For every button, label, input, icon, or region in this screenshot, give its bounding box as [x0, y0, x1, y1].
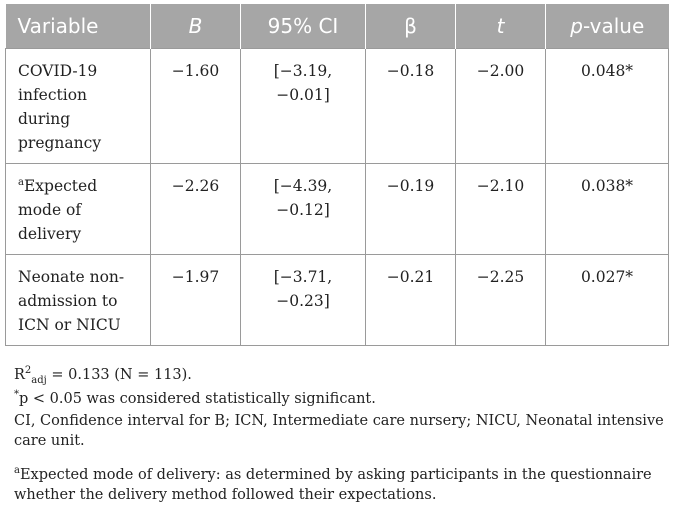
cell-beta: −0.19 [366, 164, 456, 255]
a-sup: a [14, 465, 20, 477]
table-header [6, 4, 669, 49]
table-row [6, 255, 669, 346]
sig-sup: * [14, 389, 19, 401]
cell-b: −1.60 [151, 49, 241, 164]
header-p-suffix: -value [582, 14, 645, 38]
regression-table-container [5, 4, 668, 346]
table-row [6, 164, 669, 255]
footnote-significance [14, 389, 376, 409]
header-t: t [456, 4, 546, 49]
variable-label: COVID-19 infection during pregnancy [18, 62, 102, 152]
cell-beta: −0.21 [366, 255, 456, 346]
cell-b: −1.97 [151, 255, 241, 346]
header-ci: 95% CI [241, 4, 366, 49]
header-p-prefix: p [570, 14, 583, 38]
cell-variable [6, 164, 151, 255]
footnote-abbreviations: CI, Confidence interval for B; ICN, Intermediate care nursery; NICU, Neonatal intensive care unit. [14, 413, 664, 449]
cell-t: −2.10 [456, 164, 546, 255]
regression-table [5, 4, 669, 346]
cell-variable [6, 255, 151, 346]
variable-label: Neonate non-admission to ICN or NICU [18, 268, 125, 334]
cell-ci: [−3.71, −0.23] [241, 255, 366, 346]
header-p-value [546, 4, 669, 49]
cell-b: −2.26 [151, 164, 241, 255]
table-row [6, 49, 669, 164]
cell-t: −2.25 [456, 255, 546, 346]
r2-text: = 0.133 (N = 113). [46, 367, 192, 383]
footnote-r2 [14, 365, 192, 385]
sig-text: p < 0.05 was considered statistically significant. [19, 391, 376, 407]
variable-superscript: a [18, 176, 24, 188]
header-beta: β [366, 4, 456, 49]
r2-base: R [14, 367, 25, 383]
cell-beta: −0.18 [366, 49, 456, 164]
cell-p: 0.048* [546, 49, 669, 164]
cell-ci: [−4.39, −0.12] [241, 164, 366, 255]
r2-sup: 2 [24, 365, 32, 377]
cell-t: −2.00 [456, 49, 546, 164]
header-variable: Variable [6, 4, 151, 49]
cell-ci: [−3.19, −0.01] [241, 49, 366, 164]
cell-variable [6, 49, 151, 164]
r2-sub: adj [31, 374, 47, 386]
header-b: B [151, 4, 241, 49]
cell-p: 0.027* [546, 255, 669, 346]
variable-label: Expected mode of delivery [18, 177, 98, 243]
footnote-expected-mode [14, 465, 669, 505]
cell-p: 0.038* [546, 164, 669, 255]
a-text: Expected mode of delivery: as determined by asking participants in the questionnaire whether the delivery method followed their expectations. [14, 467, 652, 503]
